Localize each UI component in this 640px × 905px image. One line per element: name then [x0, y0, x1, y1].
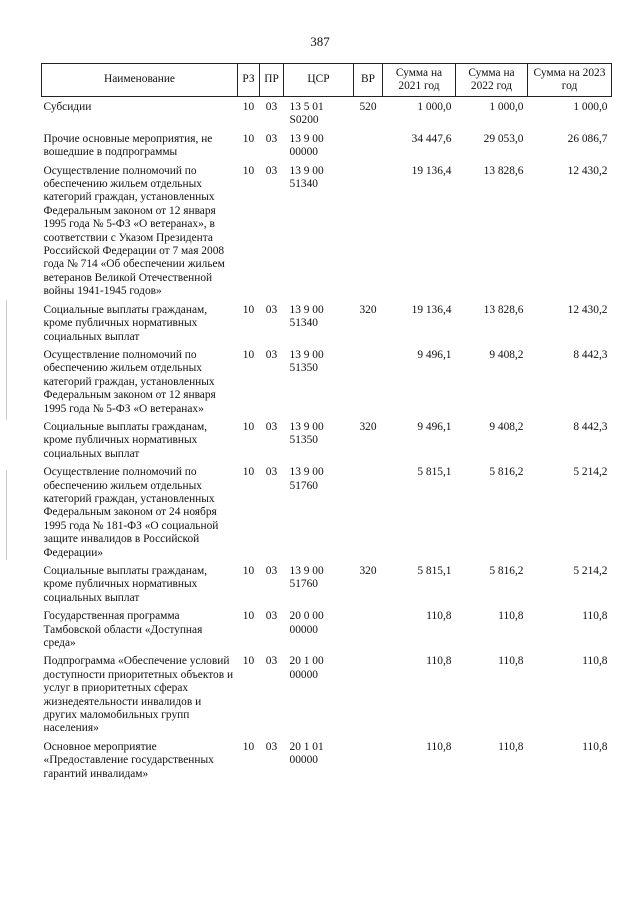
row-csr: 20 1 01 00000 — [289, 740, 324, 767]
row-pr: 03 — [265, 740, 278, 753]
table-row — [42, 655, 612, 740]
row-sum-2022: 110,8 — [498, 610, 524, 623]
row-vr — [354, 741, 383, 786]
row-name: Социальные выплаты гражданам, кроме публичных нормативных социальных выплат — [43, 420, 208, 460]
row-rz: 10 — [242, 565, 255, 577]
row-name: Основное мероприятие «Предоставление государственных гарантий инвалидам» — [43, 740, 214, 780]
row-pr: 03 — [265, 420, 278, 433]
row-pr: 03 — [265, 655, 278, 668]
row-rz: 10 — [242, 655, 255, 668]
table-row — [42, 349, 612, 421]
row-sum-2023: 1 000,0 — [573, 101, 608, 113]
row-csr: 13 9 00 51340 — [289, 164, 324, 191]
row-sum-2023: 5 214,2 — [573, 565, 608, 577]
row-sum-2022: 1 000,0 — [489, 101, 524, 113]
row-rz: 10 — [242, 610, 255, 623]
row-rz: 10 — [242, 420, 255, 433]
row-csr: 13 5 01 S0200 — [289, 101, 324, 127]
row-vr — [354, 466, 383, 565]
row-csr: 13 9 00 51760 — [289, 565, 324, 591]
row-sum-2021: 110,8 — [426, 610, 452, 623]
header-vr: ВР — [354, 64, 383, 97]
row-sum-2023: 12 430,2 — [567, 303, 608, 316]
table-row — [42, 741, 612, 786]
header-sum-2022: Сумма на 2022 год — [456, 64, 528, 97]
header-rz: РЗ — [238, 64, 260, 97]
row-sum-2023: 8 442,3 — [573, 420, 608, 433]
row-csr: 13 9 00 51350 — [289, 420, 324, 447]
row-sum-2023: 8 442,3 — [573, 348, 608, 361]
row-sum-2021: 110,8 — [426, 740, 452, 753]
row-sum-2022: 29 053,0 — [483, 132, 524, 145]
row-csr: 13 9 00 51760 — [289, 466, 324, 492]
row-rz: 10 — [242, 132, 255, 145]
row-pr: 03 — [265, 132, 278, 145]
row-csr: 13 9 00 51340 — [289, 303, 324, 330]
row-sum-2022: 9 408,2 — [489, 348, 524, 361]
row-pr: 03 — [265, 101, 278, 113]
row-name: Социальные выплаты гражданам, кроме публичных нормативных социальных выплат — [43, 303, 208, 343]
header-name: Наименование — [42, 64, 238, 97]
row-rz: 10 — [242, 101, 255, 113]
row-vr — [354, 349, 383, 421]
row-sum-2023: 110,8 — [582, 610, 608, 623]
row-vr — [354, 655, 383, 740]
table-row — [42, 97, 612, 133]
row-pr: 03 — [265, 466, 278, 479]
row-sum-2021: 110,8 — [426, 655, 452, 668]
row-vr — [354, 133, 383, 165]
header-pr: ПР — [260, 64, 284, 97]
row-csr: 13 9 00 51350 — [289, 348, 324, 375]
row-name: Осуществление полномочий по обеспечению жильем отдельных категорий граждан, установленных Федеральным законом от 12 января 1995 года № 5-ФЗ «О ветеранах» — [43, 348, 216, 415]
page-number: 387 — [310, 34, 330, 49]
row-sum-2021: 5 815,1 — [417, 466, 452, 479]
table-row — [42, 304, 612, 349]
row-sum-2023: 110,8 — [582, 740, 608, 753]
row-sum-2021: 5 815,1 — [417, 565, 452, 577]
row-sum-2022: 5 816,2 — [489, 565, 524, 577]
row-sum-2022: 13 828,6 — [483, 164, 524, 177]
row-rz: 10 — [242, 164, 255, 177]
row-sum-2023: 12 430,2 — [567, 164, 608, 177]
row-sum-2022: 5 816,2 — [489, 466, 524, 479]
row-sum-2022: 110,8 — [498, 740, 524, 753]
row-name: Прочие основные мероприятия, не вошедшие в подпрограммы — [43, 132, 213, 159]
row-vr: 320 — [359, 303, 377, 316]
row-rz: 10 — [242, 303, 255, 316]
row-rz: 10 — [242, 348, 255, 361]
budget-table — [41, 63, 612, 786]
row-rz: 10 — [242, 466, 255, 479]
table-row — [42, 565, 612, 610]
row-sum-2021: 9 496,1 — [417, 420, 452, 433]
header-csr: ЦСР — [284, 64, 354, 97]
row-sum-2022: 13 828,6 — [483, 303, 524, 316]
row-vr: 320 — [359, 565, 377, 577]
row-name: Осуществление полномочий по обеспечению жильем отдельных категорий граждан, установленных Федеральным законом от 12 января 1995 года № 5-ФЗ «О ветеранах», в соответствии с Указом Президента Российской Федерации от 7 мая 2008 года № 714 «Об обеспечении жильем ветеранов Великой Отечественной войны 1941-1945 годов» — [43, 164, 225, 298]
row-csr: 20 1 00 00000 — [289, 655, 324, 681]
row-sum-2023: 5 214,2 — [573, 466, 608, 479]
row-sum-2022: 9 408,2 — [489, 420, 524, 433]
table-header-row — [42, 64, 612, 97]
row-sum-2021: 34 447,6 — [411, 132, 452, 145]
row-pr: 03 — [265, 303, 278, 316]
row-sum-2023: 110,8 — [582, 655, 608, 668]
table-row — [42, 133, 612, 165]
row-pr: 03 — [265, 610, 278, 623]
row-sum-2022: 110,8 — [498, 655, 524, 668]
row-pr: 03 — [265, 348, 278, 361]
scan-edge-mark — [6, 470, 7, 560]
row-csr: 20 0 00 00000 — [289, 610, 324, 636]
row-vr — [354, 165, 383, 304]
row-name: Субсидии — [43, 101, 92, 113]
row-sum-2021: 1 000,0 — [417, 101, 452, 113]
table-row — [42, 466, 612, 565]
row-rz: 10 — [242, 740, 255, 753]
row-vr — [354, 610, 383, 655]
row-pr: 03 — [265, 164, 278, 177]
row-sum-2021: 9 496,1 — [417, 348, 452, 361]
row-csr: 13 9 00 00000 — [289, 132, 324, 159]
row-pr: 03 — [265, 565, 278, 577]
scan-edge-mark — [6, 300, 7, 420]
row-sum-2023: 26 086,7 — [567, 132, 608, 145]
table-row — [42, 610, 612, 655]
row-name: Подпрограмма «Обеспечение условий доступности приоритетных объектов и услуг в приоритетных сферах жизнедеятельности инвалидов и других маломобильных групп населения» — [43, 655, 234, 735]
row-vr: 520 — [359, 101, 377, 113]
table-row — [42, 421, 612, 466]
row-vr: 320 — [359, 420, 377, 433]
table-row — [42, 165, 612, 304]
row-name: Социальные выплаты гражданам, кроме публичных нормативных социальных выплат — [43, 565, 208, 604]
row-name: Государственная программа Тамбовской области «Доступная среда» — [43, 610, 203, 650]
header-sum-2023: Сумма на 2023 год — [528, 64, 612, 97]
row-sum-2021: 19 136,4 — [411, 164, 452, 177]
header-sum-2021: Сумма на 2021 год — [383, 64, 456, 97]
row-sum-2021: 19 136,4 — [411, 303, 452, 316]
row-name: Осуществление полномочий по обеспечению жильем отдельных категорий граждан, установленных Федеральным законом от 24 ноября 1995 года № 181-ФЗ «О социальной защите инвалидов в Российской Федерации» — [43, 466, 219, 559]
